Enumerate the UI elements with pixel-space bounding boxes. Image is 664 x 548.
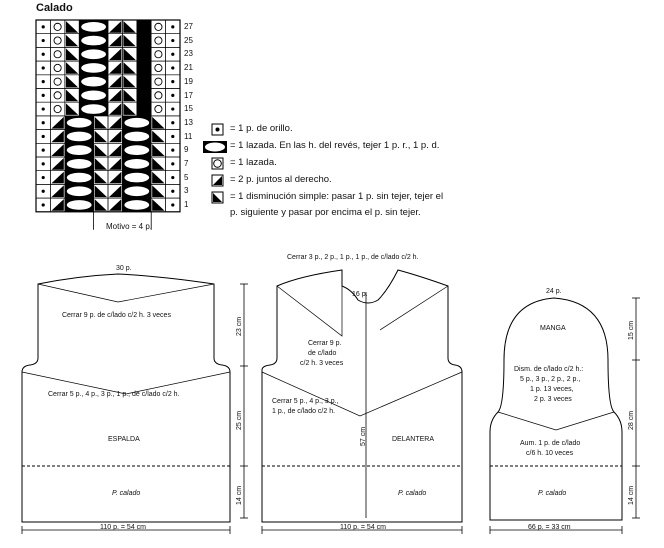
row-number: 23 bbox=[184, 49, 193, 59]
back-pattern: P. calado bbox=[112, 490, 141, 497]
row-number: 9 bbox=[184, 145, 189, 155]
front-armhole-dec-line1: Cerrar 5 p., 4 p., 3 p., bbox=[272, 398, 339, 405]
front-pattern: P. calado bbox=[398, 490, 427, 497]
front-name: DELANTERA bbox=[392, 436, 435, 443]
sleeve-dec-line2: 5 p., 3 p., 2 p., 2 p., bbox=[520, 376, 581, 383]
front-shoulder-decrease: Cerrar 3 p., 2 p., 1 p., 1 p., de c/lado c/2 h. bbox=[287, 254, 419, 261]
back-armhole-decrease: Cerrar 5 p., 4 p., 3 p., 1 p., de c/lado c/2 h. bbox=[48, 391, 180, 398]
sleeve-dec-line1: Dism. de c/lado c/2 h.: bbox=[514, 366, 584, 373]
front-height: 57 cm bbox=[360, 426, 367, 446]
front-neck-dec-line1: Cerrar 9 p. bbox=[308, 340, 342, 347]
sleeve-dec-line3: 1 p. 13 veces, bbox=[530, 386, 574, 393]
legend-item-ssk-cont: p. siguiente y pasar por encima el p. sin tejer. bbox=[230, 207, 421, 218]
row-number: 17 bbox=[184, 90, 193, 100]
row-number: 3 bbox=[184, 186, 189, 196]
sleeve-piece bbox=[490, 298, 640, 534]
back-top-width: 30 p. bbox=[116, 265, 132, 272]
legend-item-ssk: = 1 disminución simple: pasar 1 p. sin tejer, tejer el bbox=[230, 191, 444, 202]
row-number: 1 bbox=[184, 200, 189, 210]
row-number: 7 bbox=[184, 159, 189, 168]
sleeve-top-width: 24 p. bbox=[546, 288, 562, 295]
back-neck-decrease: Cerrar 9 p. de c/lado c/2 h. 3 veces bbox=[62, 312, 171, 319]
sleeve-pattern: P. calado bbox=[538, 490, 567, 497]
sleeve-name: MANGA bbox=[540, 325, 566, 332]
sleeve-dec-line4: 2 p. 3 veces bbox=[534, 396, 572, 403]
motif-label: Motivo = 4 p. bbox=[106, 222, 153, 231]
sleeve-width: 66 p. = 33 cm bbox=[528, 524, 571, 531]
back-width: 110 p. = 54 cm bbox=[100, 524, 146, 531]
front-neck-dec-line2: de c/lado bbox=[308, 350, 337, 357]
row-number: 19 bbox=[184, 76, 193, 86]
chart-title: Calado bbox=[36, 2, 73, 14]
sleeve-inc-line1: Aum. 1 p. de c/lado bbox=[520, 440, 581, 447]
back-name: ESPALDA bbox=[108, 436, 140, 443]
back-height-armhole: 23 cm bbox=[236, 316, 243, 336]
row-number: 11 bbox=[184, 131, 193, 141]
sleeve-height-body: 28 cm bbox=[628, 410, 635, 430]
row-number: 13 bbox=[184, 117, 193, 127]
front-neck-dec-line3: c/2 h. 3 veces bbox=[300, 360, 344, 367]
front-neck-width: 16 p. bbox=[352, 291, 368, 298]
back-height-body: 25 cm bbox=[236, 410, 243, 430]
row-number: 21 bbox=[184, 63, 193, 73]
front-armhole-dec-line2: 1 p., de c/lado c/2 h. bbox=[272, 408, 336, 415]
row-number: 15 bbox=[184, 104, 193, 114]
sleeve-height-border: 14 cm bbox=[628, 485, 635, 505]
legend-item-k2tog: = 2 p. juntos al derecho. bbox=[230, 174, 332, 185]
sleeve-height-cap: 15 cm bbox=[628, 320, 635, 340]
front-width: 110 p. = 54 cm bbox=[340, 524, 386, 531]
sleeve-inc-line2: c/6 h. 10 veces bbox=[526, 450, 574, 457]
legend-item-yarnover: = 1 lazada. bbox=[230, 157, 277, 168]
legend-item-edge: = 1 p. de orillo. bbox=[230, 123, 293, 134]
legend-item-yarnover-wide: = 1 lazada. En las h. del revés, tejer 1 p. r., 1 p. d. bbox=[230, 140, 440, 151]
row-number: 25 bbox=[184, 35, 193, 45]
row-number: 27 bbox=[184, 22, 193, 31]
back-height-border: 14 cm bbox=[236, 485, 243, 505]
row-number: 5 bbox=[184, 172, 189, 182]
